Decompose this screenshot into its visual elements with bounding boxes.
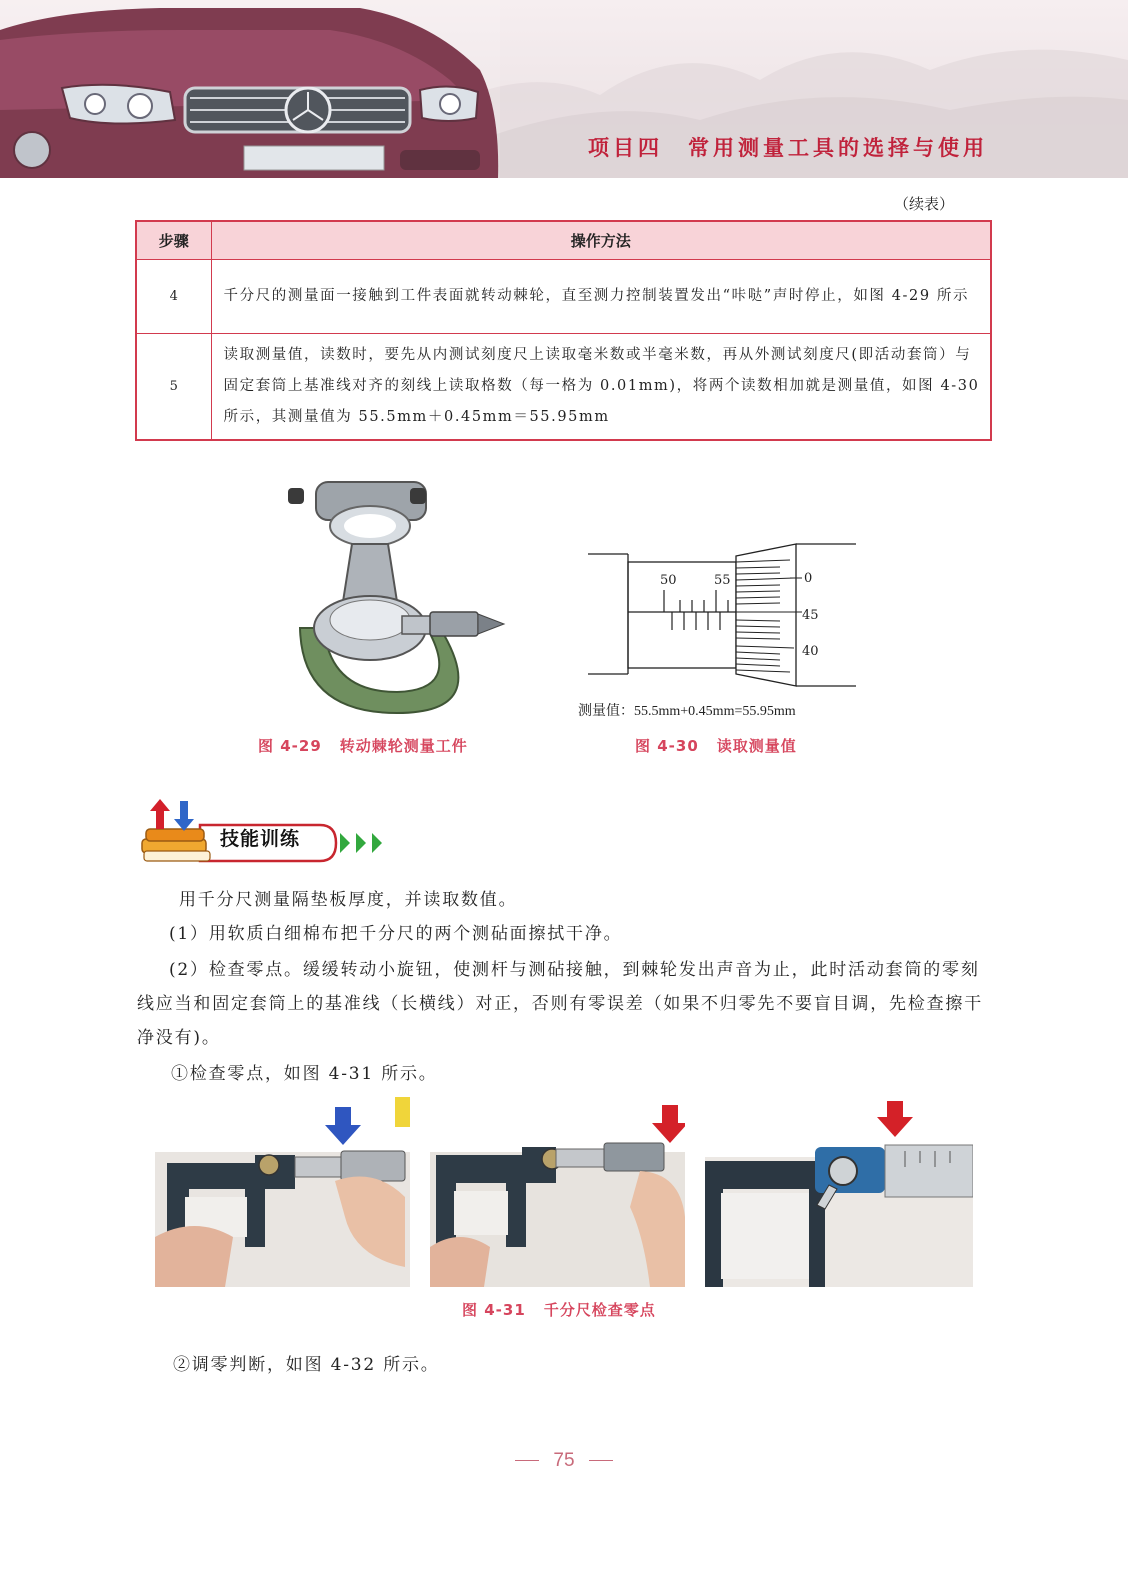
steps-table [135, 220, 992, 441]
thimble-label-40: 40 [802, 644, 819, 659]
body-paragraph: ②调零判断，如图 4-32 所示。 [173, 1355, 440, 1375]
scale-label-55: 55 [714, 573, 731, 588]
figure-title: 转动棘轮测量工件 [339, 737, 468, 755]
measurement-formula: 测量值：55.5mm+0.45mm=55.95mm [578, 704, 796, 719]
table-header-row [136, 221, 991, 259]
step-text: 千分尺的测量面一接触到工件表面就转动棘轮，直至测力控制装置发出“咔哒”声时停止，如图 4-29 所示 [211, 259, 991, 333]
figure-title: 读取测量值 [716, 737, 797, 755]
chapter-title: 项目四 常用测量工具的选择与使用 [588, 135, 988, 160]
page-number [0, 1450, 1128, 1472]
skill-training-label: 技能训练 [220, 828, 301, 850]
table-row [136, 259, 991, 333]
body-paragraph: (2）检查零点。缓缓转动小旋钮，使测杆与测砧接触，到棘轮发出声音为止，此时活动套筒的零刻线应当和固定套筒上的基准线（长横线）对正，否则有零误差（如果不归零先不要盲目调，先检查擦干净没有)。 [137, 960, 983, 1048]
figure-4-29-photo [282, 478, 512, 718]
table-continued-note: （续表） [894, 195, 955, 213]
figure-4-31-caption [462, 1299, 656, 1320]
step-number: 5 [136, 333, 211, 440]
skill-training-heading [140, 795, 400, 865]
figure-number: 图 4-30 [635, 737, 699, 755]
column-header-method: 操作方法 [211, 221, 991, 259]
thimble-label-0: 0 [804, 571, 813, 586]
table-row [136, 333, 991, 440]
header-banner [0, 0, 1128, 178]
figure-4-29-caption [258, 735, 468, 756]
page-number-value: 75 [553, 1450, 575, 1471]
figure-title: 千分尺检查零点 [543, 1301, 656, 1319]
scale-label-50: 50 [660, 573, 677, 588]
figure-4-31-photo-1 [155, 1097, 410, 1287]
figure-number: 图 4-31 [462, 1301, 526, 1319]
figure-number: 图 4-29 [258, 737, 322, 755]
figure-4-31-photo-2 [430, 1097, 685, 1287]
step-text: 读取测量值，读数时，要先从内测试刻度尺上读取毫米数或半毫米数，再从外测试刻度尺(即活动套筒）与固定套筒上基准线对齐的刻线上读取格数（每一格为 0.01mm)，将两个读数相加就是测量值，如图 4-30 所示，其测量值为 55.5mm＋0.45mm＝55.95mm [211, 333, 991, 440]
column-header-step: 步骤 [136, 221, 211, 259]
body-paragraph: 用千分尺测量隔垫板厚度，并读取数值。 [179, 890, 518, 910]
body-paragraph: ①检查零点，如图 4-31 所示。 [171, 1064, 438, 1084]
step-number: 4 [136, 259, 211, 333]
figure-4-31-photo-3 [705, 1097, 973, 1287]
figure-4-30-caption [635, 735, 797, 756]
body-paragraph: (1）用软质白细棉布把千分尺的两个测砧面擦拭干净。 [169, 924, 623, 944]
thimble-label-45: 45 [802, 608, 819, 623]
figure-4-30-diagram [580, 530, 870, 700]
